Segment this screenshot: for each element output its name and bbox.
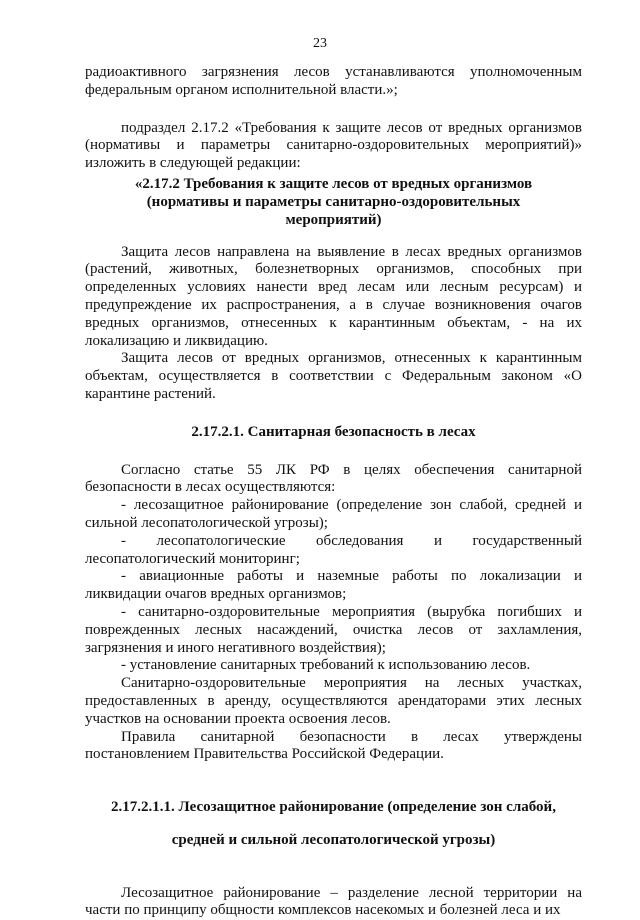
paragraph-rules: Правила санитарной безопасности в лесах утверждены постановлением Правительства Российской Федерации. <box>85 728 582 763</box>
list-item-requirements: - установление санитарных требований к использованию лесов. <box>121 657 531 674</box>
list-item-zoning: - лесозащитное районирование (определение зон слабой, средней и сильной лесопатологической угрозы); <box>85 497 582 531</box>
heading-2-17-2-line2: (нормативы и параметры санитарно-оздоровительных <box>146 193 521 210</box>
paragraph-quarantine: Защита лесов от вредных организмов, отнесенных к карантинным объектам, осуществляется в соответствии с Федеральным законом «О карантине растений. <box>85 350 582 402</box>
list-item-sanitary-measures: - санитарно-оздоровительные мероприятия (вырубка погибших и поврежденных лесных насаждений, очистка лесов от захламления, загрязнения и иного негативного воздействия); <box>85 603 582 656</box>
paragraph-subsection-instruction: подраздел 2.17.2 «Требования к защите лесов от вредных организмов (нормативы и параметры санитарно-оздоровительных мероприятий)» изложить в следующей редакции: <box>85 119 582 172</box>
heading-2-17-2-line1: «2.17.2 Требования к защите лесов от вредных организмов <box>134 175 533 192</box>
heading-2-17-2-1: 2.17.2.1. Санитарная безопасность в лесах <box>191 423 476 440</box>
paragraph-lease: Санитарно-оздоровительные мероприятия на лесных участках, предоставленных в аренду, осуществляются арендаторами этих лесных участков на основании проекта освоения лесов. <box>85 675 582 727</box>
heading-2-17-2-line3: мероприятий) <box>285 211 382 228</box>
paragraph-zoning-definition: Лесозащитное районирование – разделение лесной территории на части по принципу общности комплексов насекомых и болезней леса и их <box>85 884 582 919</box>
heading-2-17-2-1-1-line1: 2.17.2.1.1. Лесозащитное районирование (определение зон слабой, <box>111 799 556 816</box>
paragraph-radioactive: радиоактивного загрязнения лесов устанавливаются уполномоченным федеральным органом исполнительной власти.»; <box>85 64 582 98</box>
document-body <box>85 64 582 920</box>
paragraph-forest-protection: Защита лесов направлена на выявление в лесах вредных организмов (растений, животных, болезнетворных организмов, способных при определенных условиях нанести вред лесам или лесным ресурсам) и предупреждение их распространения, а в случае возникновения очагов вредных организмов, отнесенных к карантинным объектам, - на их локализацию и ликвидацию. <box>85 243 582 349</box>
list-item-aviation: - авиационные работы и наземные работы по локализации и ликвидации очагов вредных организмов; <box>85 568 582 603</box>
page-number: 23 <box>313 36 327 51</box>
list-item-surveys: - лесопатологические обследования и государственный лесопатологический мониторинг; <box>85 532 582 567</box>
heading-2-17-2-1-1-line2: средней и сильной лесопатологической угрозы) <box>171 831 496 848</box>
paragraph-article-55: Согласно статье 55 ЛК РФ в целях обеспечения санитарной безопасности в лесах осуществляются: <box>85 461 582 496</box>
